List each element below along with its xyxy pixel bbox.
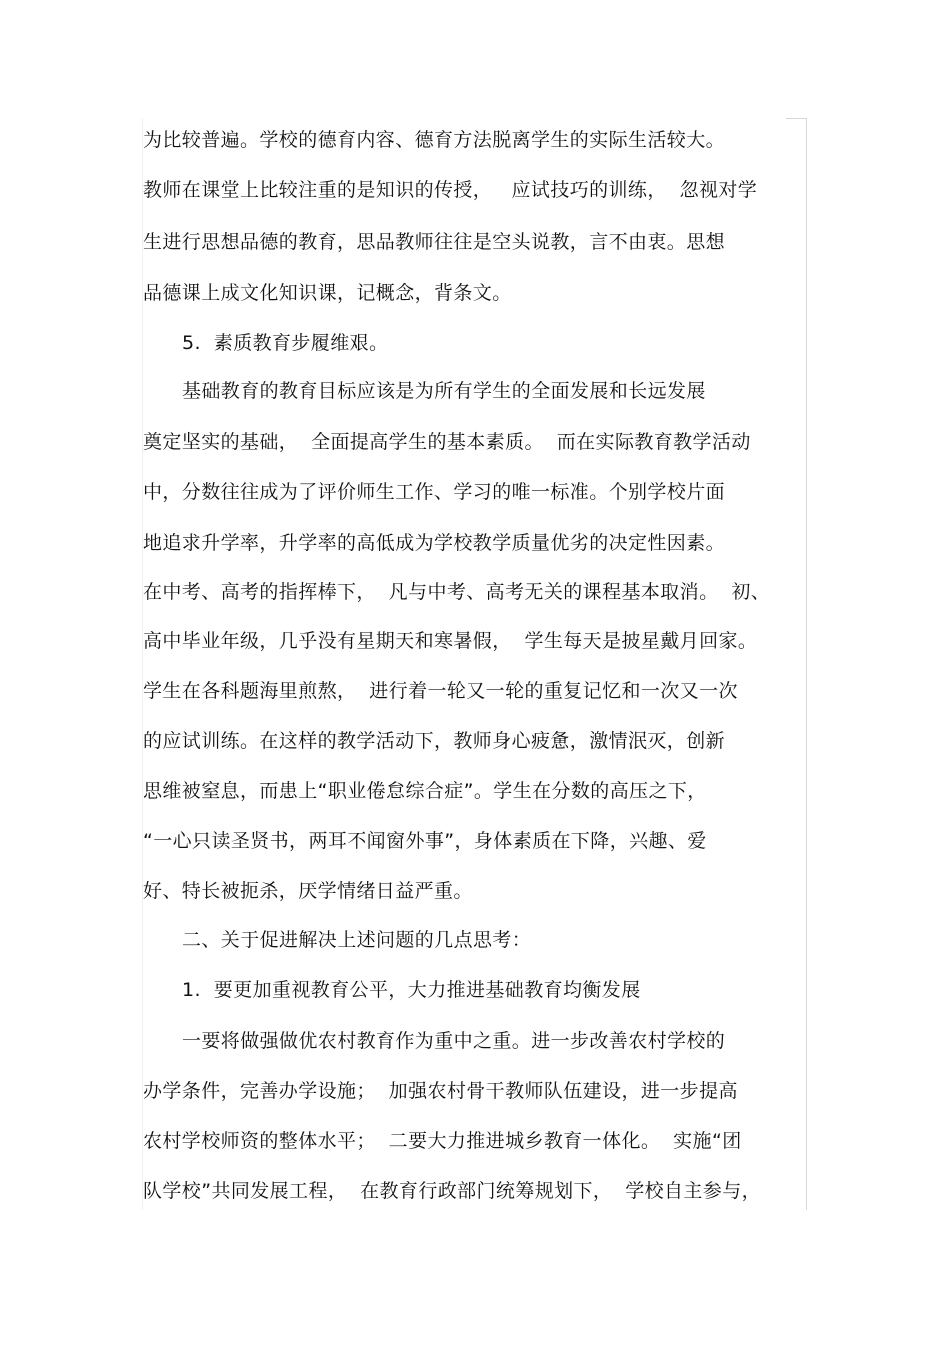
text-line: 为比较普遍。学校的德育内容、德育方法脱离学生的实际生活较大。 bbox=[143, 129, 726, 151]
page-top-border bbox=[786, 118, 806, 119]
paragraph-first-line: 基础教育的教育目标应该是为所有学生的全面发展和长远发展 bbox=[182, 380, 706, 402]
text-line: 中，分数往往成为了评价师生工作、学习的唯一标准。个别学校片面 bbox=[143, 481, 726, 503]
text-line: 的应试训练。在这样的教学活动下，教师身心疲惫，激情泯灭，创新 bbox=[143, 730, 726, 752]
page-right-border bbox=[806, 118, 807, 1210]
text-line: 品德课上成文化知识课，记概念，背条文。 bbox=[143, 282, 512, 304]
text-line: 高中毕业年级，几乎没有星期天和寒暑假， 学生每天是披星戴月回家。 bbox=[143, 630, 758, 652]
text-line: 生进行思想品德的教育，思品教师往往是空头说教，言不由衷。思想 bbox=[143, 231, 726, 253]
text-line: 在中考、高考的指挥棒下， 凡与中考、高考无关的课程基本取消。 初、 bbox=[143, 581, 771, 603]
text-line: “一心只读圣贤书，两耳不闻窗外事”，身体素质在下降，兴趣、爱 bbox=[143, 830, 707, 852]
text-line: 奠定坚实的基础， 全面提高学生的基本素质。 而在实际教育教学活动 bbox=[143, 431, 751, 453]
text-line: 办学条件，完善办学设施； 加强农村骨干教师队伍建设，进一步提高 bbox=[143, 1080, 738, 1102]
text-line: 教师在课堂上比较注重的是知识的传授， 应试技巧的训练， 忽视对学 bbox=[143, 179, 758, 201]
section-heading: 5. 素质教育步履维艰。 bbox=[182, 332, 389, 354]
section-heading: 二、关于促进解决上述问题的几点思考： bbox=[182, 929, 532, 951]
text-line: 地追求升学率，升学率的高低成为学校教学质量优劣的决定性因素。 bbox=[143, 532, 726, 554]
text-line: 队学校”共同发展工程， 在教育行政部门统筹规划下， 学校自主参与， bbox=[143, 1180, 762, 1202]
text-line: 思维被窒息，而患上“职业倦怠综合症”。学生在分数的高压之下， bbox=[143, 780, 707, 802]
paragraph-first-line: 一要将做强做优农村教育作为重中之重。进一步改善农村学校的 bbox=[182, 1030, 726, 1052]
text-line: 好、特长被扼杀，厌学情绪日益严重。 bbox=[143, 880, 473, 902]
text-line: 农村学校师资的整体水平； 二要大力推进城乡教育一体化。 实施“团 bbox=[143, 1130, 742, 1152]
subsection-heading: 1. 要更加重视教育公平，大力推进基础教育均衡发展 bbox=[182, 979, 641, 1001]
text-line: 学生在各科题海里煎熬， 进行着一轮又一轮的重复记忆和一次又一次 bbox=[143, 680, 738, 702]
